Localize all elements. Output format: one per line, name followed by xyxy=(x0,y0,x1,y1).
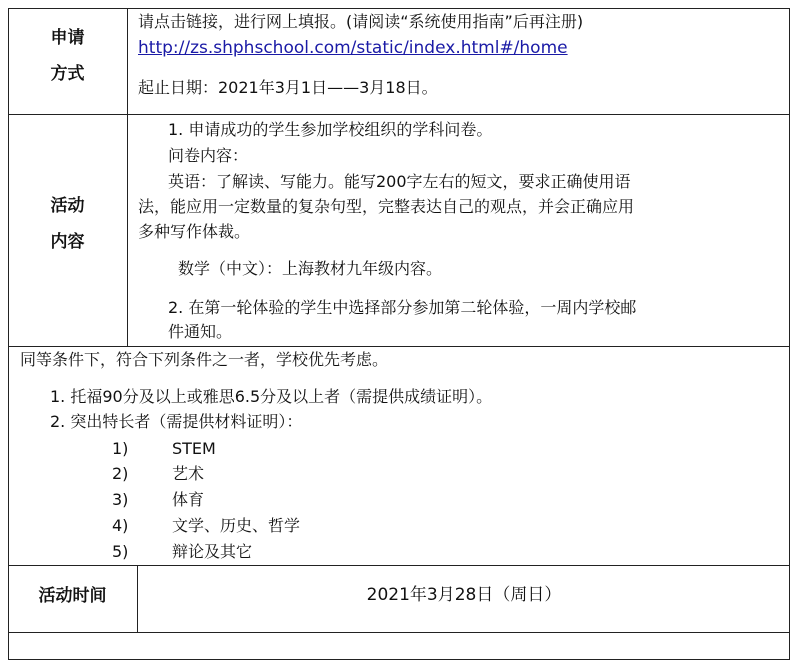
english-line2: 法，能应用一定数量的复杂句型，完整表达自己的观点，并会正确应用 xyxy=(138,197,635,216)
sub-item-text: 文学、历史、哲学 xyxy=(172,516,301,535)
sub-item-num: 3) xyxy=(112,490,129,509)
priority-item2: 2. 突出特长者（需提供材料证明）： xyxy=(50,412,303,431)
content-label-line2: 内容 xyxy=(50,232,85,252)
sub-item-text: 辩论及其它 xyxy=(172,542,253,561)
apply-instruction: 请点击链接，进行网上填报。(请阅读“系统使用指南”后再注册) xyxy=(138,12,584,31)
sub-item-num: 2) xyxy=(112,464,129,483)
content-item2-line2: 件通知。 xyxy=(168,322,233,341)
time-value: 2021年3月28日（周日） xyxy=(366,585,562,605)
sub-item-num: 1) xyxy=(112,439,129,458)
row-divider xyxy=(8,114,790,115)
sub-item-num: 4) xyxy=(112,516,129,535)
sub-item-num: 5) xyxy=(112,542,129,561)
apply-label-line1: 申请 xyxy=(50,28,85,48)
sub-item-text: 艺术 xyxy=(172,464,205,483)
time-label: 活动时间 xyxy=(38,586,107,606)
sub-item-text: STEM xyxy=(172,439,216,458)
content-label-line1: 活动 xyxy=(50,196,85,216)
apply-link[interactable]: http://zs.shphschool.com/static/index.html#/home xyxy=(138,38,568,58)
apply-label xyxy=(8,20,127,92)
content-item1: 1. 申请成功的学生参加学校组织的学科问卷。 xyxy=(168,120,493,139)
english-line1: 英语：了解读、写能力。能写200字左右的短文，要求正确使用语 xyxy=(168,172,631,191)
row-divider xyxy=(8,632,790,633)
row-divider xyxy=(8,346,790,347)
priority-item1: 1. 托福90分及以上或雅思6.5分及以上者（需提供成绩证明）。 xyxy=(50,387,493,406)
apply-date-range: 起止日期：2021年3月1日——3月18日。 xyxy=(138,78,438,97)
content-label xyxy=(8,188,127,260)
row-divider xyxy=(8,565,790,566)
priority-intro: 同等条件下，符合下列条件之一者，学校优先考虑。 xyxy=(20,350,389,369)
sub-item-text: 体育 xyxy=(172,490,205,509)
content-item2-line1: 2. 在第一轮体验的学生中选择部分参加第二轮体验，一周内学校邮 xyxy=(168,298,637,317)
survey-label: 问卷内容： xyxy=(168,146,249,165)
math-content: 数学（中文）：上海教材九年级内容。 xyxy=(178,259,443,278)
column-divider xyxy=(127,8,128,346)
apply-label-line2: 方式 xyxy=(50,64,85,84)
english-line3: 多种写作体裁。 xyxy=(138,222,251,241)
